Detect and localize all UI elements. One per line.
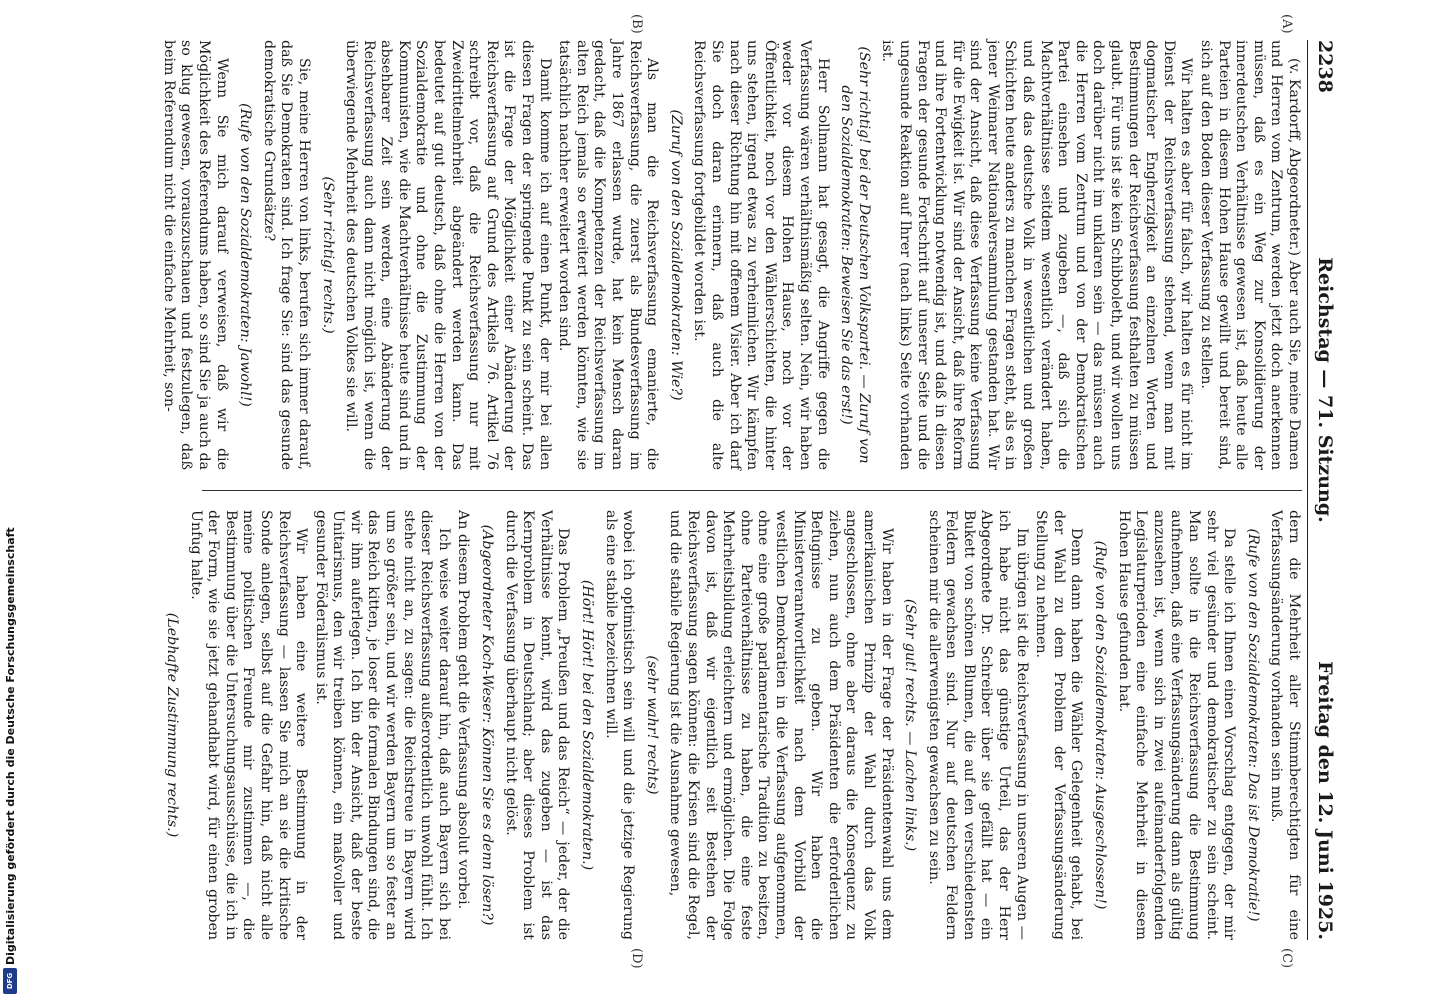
right-column: [163, 510, 1302, 940]
interjection: (Sehr gut! rechts. — Lachen links.): [902, 598, 919, 852]
paragraph: Als man die Reichsverfassung emanierte, die Reichsverfassung, die zuerst als Bundesverfassung im Jahre 1867 erlassen wurde, hat kein Mensch daran gedacht, daß die Kompetenzen der Reichsverfassung im alten Reich jemals so erweitert werden könnten, wie sie tatsächlich nachher erweitert worden sind.: [556, 40, 661, 470]
interjection: (Zuruf von den Sozialdemokraten: Wie?): [667, 109, 684, 401]
interjection: (Rufe von den Sozialdemokraten: Das ist Demokratie!): [1244, 528, 1261, 922]
paragraph: Wir haben in der Frage der Präsidentenwahl uns dem amerikanischen Prinzip der Wahl durch das Volk angeschlossen, ohne aber daraus die Konsequenz zu ziehen, nun auch dem Präsidenten die erforderlichen Befugnisse zu geben. Wir haben die Ministerverantwortlichkeit nach dem Vorbild der westlichen Demokratien in die Verfassung aufgenommen, ohne eine große parlamentarische Tradition zu besitzen, ohne Parteiverhältnisse zu haben, die eine feste Mehrheitsbildung erleichtern und ermöglichen. Die Folge davon ist, daß wir eigentlich seit Bestehen der Reichsverfassung sagen können: die Krisen sind die Regel, und die stabile Regierung ist die Ausnahme gewesen,: [667, 510, 895, 940]
page-header: [1307, 40, 1338, 940]
interjection: (Rufe von den Sozialdemokraten: Jawohl!): [237, 103, 254, 407]
paragraph: dern die Mehrheit aller Stimmberechtigten für eine Verfassungsänderung vorhanden sein muß.: [1268, 510, 1302, 940]
paragraph: (v. Kardorff, Abgeordneter.) Aber auch Sie, meine Damen und Herren vom Zentrum, werden jetzt doch anerkennen müssen, daß es ein Weg zur Konsolidierung der innerdeutschen Verhältnisse gewesen ist, daß heute alle Parteien in diesem Hohen Hause gewillt und bereit sind, sich auf den Boden dieser Verfassung zu stellen.: [1198, 40, 1302, 470]
footer-text: Digitalisierung gefördert durch die Deutsche Forschungsgemeinschaft: [4, 527, 17, 965]
paragraph: Sie, meine Herren von links, berufen sich immer darauf, daß Sie Demokraten sind. Ich frage Sie: sind das gesunde demokratische Grundsätze?: [260, 40, 312, 470]
paragraph: Da stelle ich Ihnen einen Vorschlag entgegen, der mir sehr viel gesünder und demokratischer zu sein scheint. Man sollte in die Reichsverfassung die Bestimmung aufnehmen, daß eine Verfassungsänderung dann als gültig anzusehen ist, wenn sich in zwei aufeinanderfolgenden Legislaturperioden eine einfache Mehrheit in diesem Hohen Hause gefunden hat.: [1115, 510, 1238, 940]
header-title: Reichstag — 71. Sitzung.: [1314, 257, 1336, 523]
paragraph: Denn dann haben die Wähler Gelegenheit gehabt, bei der Wahl zu dem Problem der Verfassungsänderung Stellung zu nehmen.: [1033, 510, 1085, 940]
interjection: (Abgeordneter Koch-Weser: Können Sie es denn lösen?): [479, 524, 496, 926]
paragraph: Wir haben eine weitere Bestimmung in der Reichsverfassung — lassen Sie mich an sie die kritische Sonde anlegen, selbst auf die Gefahr hin, daß nicht alle meine politischen Freunde mir zustimmen —, die Bestimmung über die Untersuchungsausschüsse, die ich in der Form, wie sie jetzt gehandhabt wird, für einen groben Unfug halte.: [187, 510, 310, 940]
paragraph: Herr Sollmann hat gesagt, die Angriffe gegen die Verfassung wären verhältnismäßig selten. Nein, wir haben weder vor diesem Hohen Hause, noch vor der Öffentlichkeit, noch vor den Wählerschichten, die hinter uns stehen, irgend etwas zu verheimlichen. Wir kämpfen nach dieser Richtung hin mit offenem Visier. Aber ich darf Sie doch daran erinnern, daß auch die alte Reichsverfassung fortgebildet worden ist.: [691, 40, 831, 470]
paragraph: Damit komme ich auf einen Punkt, der mir bei allen diesen Fragen der springende Punkt zu sein scheint. Das ist die Frage der Möglichkeit einer Abänderung der Reichsverfassung auf Grund des Artikels 76. Artikel 76 schreibt vor, daß die Reichsverfassung nur mit Zweidrittelmehrheit abgeändert werden kann. Das bedeutet auf gut deutsch, daß ohne die Herren von der Sozialdemokratie und ohne die Zustimmung der Kommunisten, wie die Machtverhältnisse heute sind und in absehbarer Zeit sein werden, eine Abänderung der Reichsverfassung auch dann nicht möglich ist, wenn die überwiegende Mehrheit des deutschen Volkes sie will.: [343, 40, 553, 470]
paragraph: Das Problem „Preußen und das Reich“ — jeder, der die Verhältnisse kennt, wird das zugeben — ist das Kernproblem in Deutschland; aber dieses Problem ist durch die Verfassung überhaupt nicht gelöst.: [502, 510, 572, 940]
left-column: [160, 40, 1302, 470]
margin-marker-c: (C): [1279, 948, 1294, 969]
page-number: 2238: [1314, 40, 1336, 93]
footer-strip: [0, 0, 22, 1000]
interjection: (Sehr richtig! bei der Deutschen Volkspartei. — Zuruf von den Sozialdemokraten: Beweisen Sie das erst!): [838, 46, 872, 464]
paragraph: Wir halten es aber für falsch, wir halten es für nicht im Dienst der Reichsverfassung stehend, wenn man mit dogmatischer Engherzigkeit an einzelnen Worten und Bestimmungen der Reichsverfassung festhalten zu müssen glaubt. Für uns ist sie kein Schibboleth, und wir wollen uns doch darüber nicht im unklaren sein — das müssen auch die Herren vom Zentrum und von der Demokratischen Partei einsehen und zugeben —, daß sich die Machtverhältnisse seitdem wesentlich verändert haben, und daß das deutsche Volk in wesentlichen und großen Schichten heute anders zu manchen Fragen steht, als es in jener Weimarer Nationalversammlung gestanden hat. Wir sind der Ansicht, daß diese Verfassung keine Verfassung für die Ewigkeit ist. Wir sind der Ansicht, daß ihre Reform und ihre Fortentwicklung notwendig ist, und daß in diesen Fragen der gesunde Fortschritt auf unserer Seite und die ungesunde Reaktion auf Ihrer (nach links) Seite vorhanden ist.: [879, 40, 1195, 470]
header-date: Freitag den 12. Juni 1925.: [1314, 661, 1336, 940]
paragraph: Wenn Sie mich darauf verweisen, daß wir die Möglichkeit des Referendums haben, so sind Sie ja auch da so klug gewesen, vorauszuschauen und festzulegen, daß beim Referendum nicht die einfache Mehrheit, son-: [160, 40, 230, 470]
interjection: (Rufe von den Sozialdemokraten: Ausgeschlossen!): [1092, 540, 1109, 910]
dfg-logo-label: DFG: [6, 972, 14, 990]
margin-marker-b: (B): [629, 14, 644, 34]
paragraph: wobei ich optimistisch sein will und die jetzige Regierung als eine stabile bezeichnen will.: [602, 510, 637, 940]
margin-marker-d: (D): [629, 948, 644, 969]
margin-marker-a: (A): [1279, 14, 1294, 34]
interjection: (sehr wahr! rechts): [643, 655, 660, 795]
interjection: (Sehr richtig! rechts.): [319, 176, 336, 334]
paragraph: Ich weise weiter darauf hin, daß auch Bayern sich bei dieser Reichsverfassung außerordentlich unwohl fühlt. Ich stehe nicht an, zu sagen: die Reichstreue in Bayern wird um so größer sein, und wir werden Bayern um so fester an das Reich kitten, je loser die formalen Bindungen sind, die wir ihm auferlegen. Ich bin der Ansicht, daß der beste Unitarismus, den wir treiben können, ein maßvoller und gesunder Föderalismus ist.: [312, 510, 452, 940]
interjection: (Lebhafte Zustimmung rechts.): [163, 612, 180, 838]
paragraph: Im übrigen ist die Reichsverfassung in unseren Augen — ich habe nicht das günstige Urteil, das der Herr Abgeordnete Dr. Schreiber über sie gefällt hat — ein Bukett von schönen Blumen, die auf den verschiedensten Feldern gewachsen sind. Nur auf deutschen Feldern scheinen mir die allerwenigsten gewachsen zu sein.: [925, 510, 1030, 940]
paragraph: An diesem Problem geht die Verfassung absolut vorbei.: [455, 510, 472, 910]
interjection: (Hört! Hört! bei den Sozialdemokraten.): [579, 579, 596, 871]
column-divider: [202, 490, 1302, 491]
dfg-logo-icon: [3, 968, 17, 994]
